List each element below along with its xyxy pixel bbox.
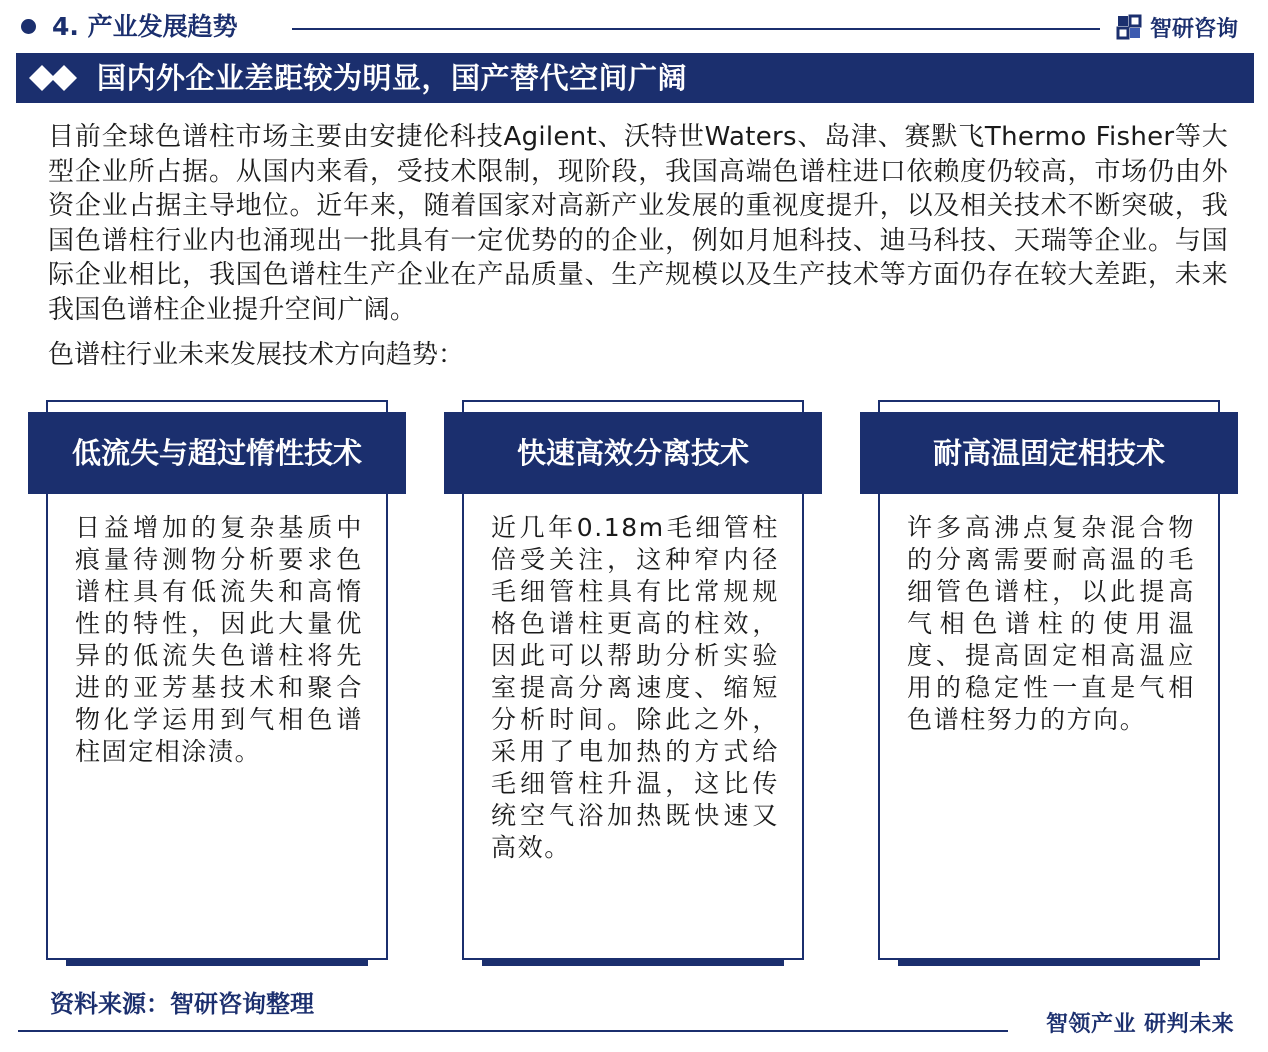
brand: [1116, 12, 1238, 42]
card-body: 许多高沸点复杂混合物的分离需要耐高温的毛细管色谱柱，以此提高气相色谱柱的使用温度、提高固定相高温应用的稳定性一直是气相色谱柱努力的方向。: [907, 513, 1195, 734]
trend-subheading: 色谱柱行业未来发展技术方向趋势：: [48, 340, 465, 370]
header-rule: [292, 28, 1100, 30]
banner-title: 国内外企业差距较为明显，国产替代空间广阔: [97, 61, 688, 95]
brand-name: 智研咨询: [1150, 16, 1239, 42]
intro-paragraph: 目前全球色谱柱市场主要由安捷伦科技Agilent、沃特世Waters、岛津、赛默飞Thermo Fisher等大型企业所占据。从国内来看，受技术限制，现阶段，我国高端色谱柱进口依赖度仍较高，市场仍由外资企业占据主导地位。近年来，随着国家对高新产业发展的重视度提升，以及相关技术不断突破，我国色谱柱行业内也涌现出一批具有一定优势的的企业，例如月旭科技、迪马科技、天瑞等企业。与国际企业相比，我国色谱柱生产企业在产品质量、生产规模以及生产技术等方面仍存在较大差距，未来我国色谱柱企业提升空间广阔。: [48, 122, 1228, 325]
card-body: 日益增加的复杂基质中痕量待测物分析要求色谱柱具有低流失和高惰性的特性，因此大量优异的低流失色谱柱将先进的亚芳基技术和聚合物化学运用到气相色谱柱固定相涂渍。: [75, 513, 363, 766]
card-title: 快速高效分离技术: [516, 436, 749, 470]
footer-slogan: 智领产业 研判未来: [1046, 1012, 1235, 1037]
footer-rule: [18, 1030, 1008, 1032]
card-header: [860, 412, 1238, 494]
card-bottom-bar: [482, 958, 784, 966]
top-bar: [0, 0, 1268, 52]
zhiyan-logo-icon: [1116, 14, 1142, 40]
trend-card-low-bleed: [28, 400, 370, 960]
section-bullet-dot: [21, 19, 36, 34]
section-title: 4. 产业发展趋势: [52, 12, 238, 41]
card-title: 低流失与超过惰性技术: [71, 436, 362, 470]
trend-card-high-temp: [860, 400, 1202, 960]
trend-card-fast-separation: [444, 400, 786, 960]
source-note: 资料来源：智研咨询整理: [50, 990, 314, 1018]
card-bottom-bar: [66, 958, 368, 966]
card-header: [28, 412, 406, 494]
card-header: [444, 412, 822, 494]
headline-banner: [16, 53, 1254, 103]
double-diamond-icon: [28, 63, 84, 93]
card-bottom-bar: [898, 958, 1200, 966]
card-title: 耐高温固定相技术: [932, 436, 1165, 470]
card-body: 近几年0.18m毛细管柱倍受关注，这种窄内径毛细管柱具有比常规规格色谱柱更高的柱效，因此可以帮助分析实验室提高分离速度、缩短分析时间。除此之外，采用了电加热的方式给毛细管柱升温，这比传统空气浴加热既快速又高效。: [491, 513, 779, 862]
